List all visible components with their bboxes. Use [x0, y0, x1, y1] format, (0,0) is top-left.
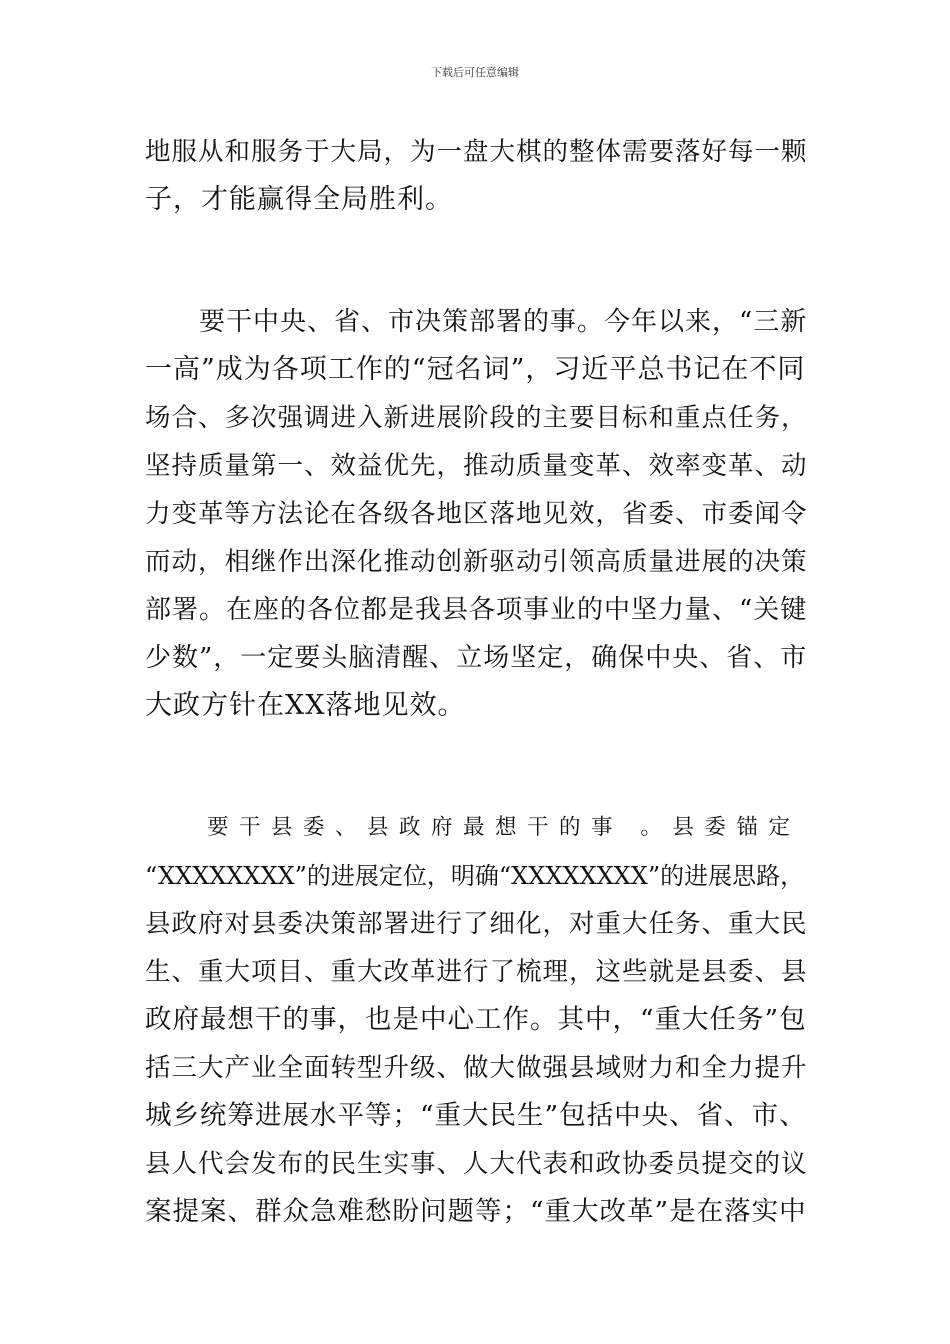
- paragraph-line: 括三大产业全面转型升级、做大做强县域财力和全力提升: [145, 1053, 808, 1083]
- paragraph-line: 县人代会发布的民生实事、人大代表和政协委员提交的议: [145, 1149, 808, 1179]
- paragraph-line: 案提案、群众急难愁盼问题等；“重大改革”是在落实中: [145, 1196, 807, 1227]
- document-body: [145, 128, 809, 1236]
- paragraph-line: 少数”，一定要头脑清醒、立场坚定，确保中央、省、市: [145, 643, 808, 673]
- paragraph-line: 要干县委、县政府最想干的事 。县委锚定: [207, 815, 801, 840]
- paragraph-spacer: [145, 224, 809, 298]
- paragraph-line: 力变革等方法论在各级各地区落地见效，省委、市委闻令: [145, 499, 808, 529]
- paragraph-line: 生、重大项目、重大改革进行了梳理，这些就是县委、县: [145, 957, 808, 987]
- paragraph-line: 部署。在座的各位都是我县各项事业的中坚力量、“关键: [145, 595, 808, 625]
- paragraph-2: [145, 298, 809, 730]
- paragraph-line: 而动，相继作出深化推动创新驱动引领高质量进展的决策: [145, 547, 808, 577]
- paragraph-line: “XXXXXXXX”的进展定位，明确“XXXXXXXX”的进展思路，: [145, 862, 805, 890]
- paragraph-line: 场合、多次强调进入新进展阶段的主要目标和重点任务，: [145, 403, 808, 433]
- paragraph-line: 政府最想干的事，也是中心工作。其中，“重大任务”包: [145, 1004, 807, 1035]
- paragraph-1: [145, 128, 809, 224]
- paragraph-line: 大政方针在XX落地见效。: [145, 690, 466, 721]
- paragraph-line: 坚持质量第一、效益优先，推动质量变革、效率变革、动: [145, 451, 808, 481]
- paragraph-line: 要干中央、省、市决策部署的事。今年以来，“三新: [199, 307, 808, 337]
- paragraph-line: 县政府对县委决策部署进行了细化，对重大任务、重大民: [145, 909, 808, 939]
- page-header: 下载后可任意编辑: [431, 66, 519, 79]
- paragraph-line: 地服从和服务于大局，为一盘大棋的整体需要落好每一颗: [145, 137, 808, 167]
- paragraph-line: 城乡统筹进展水平等；“重大民生”包括中央、省、市、: [145, 1100, 807, 1131]
- paragraph-spacer: [145, 730, 809, 804]
- paragraph-3: [145, 804, 809, 1236]
- paragraph-line: 一高”成为各项工作的“冠名词”，习近平总书记在不同: [145, 354, 806, 385]
- paragraph-line: 子，才能赢得全局胜利。: [145, 184, 453, 215]
